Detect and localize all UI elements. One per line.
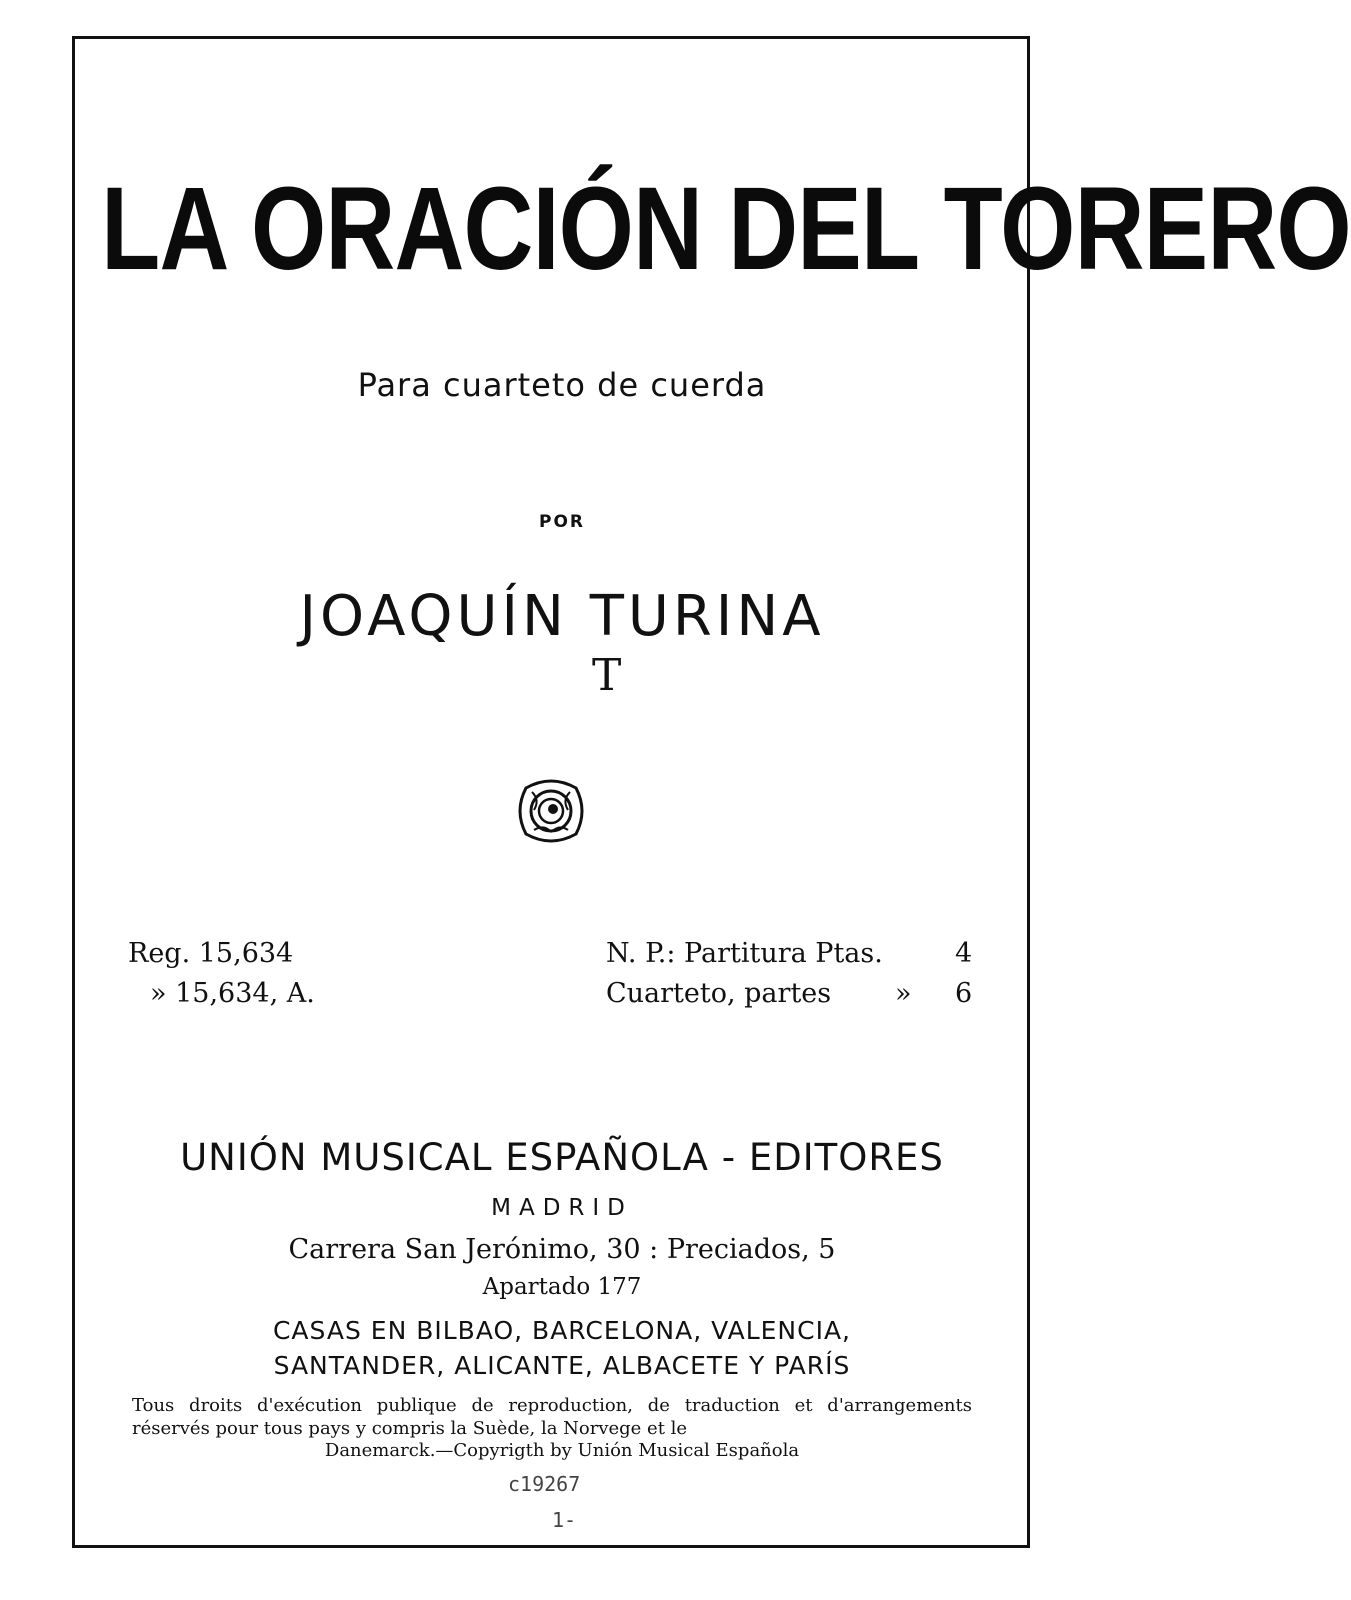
publisher-name: UNIÓN MUSICAL ESPAÑOLA - EDITORES bbox=[180, 1136, 944, 1179]
copyright-line: Danemarck.—Copyrigth by Unión Musical Española bbox=[324, 1440, 800, 1461]
branch-cities-line2: SANTANDER, ALICANTE, ALBACETE Y PARÍS bbox=[273, 1351, 851, 1380]
publisher-address: Carrera San Jerónimo, 30 : Preciados, 5 bbox=[288, 1234, 836, 1265]
rose-emblem-icon bbox=[518, 776, 584, 851]
by-label: POR bbox=[538, 512, 585, 532]
rights-notice: Tous droits d'exécution publique de reproduction, de traduction et d'arrangements réservés pour tous pays y compris la Suède, la Norvege et le bbox=[132, 1395, 972, 1439]
price-score: N. P.: Partitura Ptas. bbox=[606, 938, 883, 969]
branch-cities-line1: CASAS EN BILBAO, BARCELONA, VALENCIA, bbox=[272, 1316, 852, 1345]
handwritten-mark: T bbox=[592, 650, 622, 701]
price-score-value: 4 bbox=[955, 938, 973, 969]
price-parts-value: 6 bbox=[955, 978, 973, 1009]
reg-number-alt: » 15,634, A. bbox=[150, 978, 315, 1009]
reg-number: Reg. 15,634 bbox=[128, 938, 294, 969]
page-title: LA ORACIÓN DEL TORERO bbox=[101, 163, 1351, 295]
price-parts: Cuarteto, partes bbox=[606, 978, 832, 1009]
library-stamp: c19267 bbox=[508, 1472, 581, 1496]
library-stamp-small: 1- bbox=[552, 1508, 577, 1532]
publisher-po-box: Apartado 177 bbox=[482, 1274, 642, 1300]
subtitle: Para cuarteto de cuerda bbox=[357, 366, 767, 404]
ditto-mark: » bbox=[895, 978, 912, 1009]
publisher-city: MADRID bbox=[491, 1195, 633, 1221]
composer-name: JOAQUÍN TURINA bbox=[299, 584, 825, 649]
